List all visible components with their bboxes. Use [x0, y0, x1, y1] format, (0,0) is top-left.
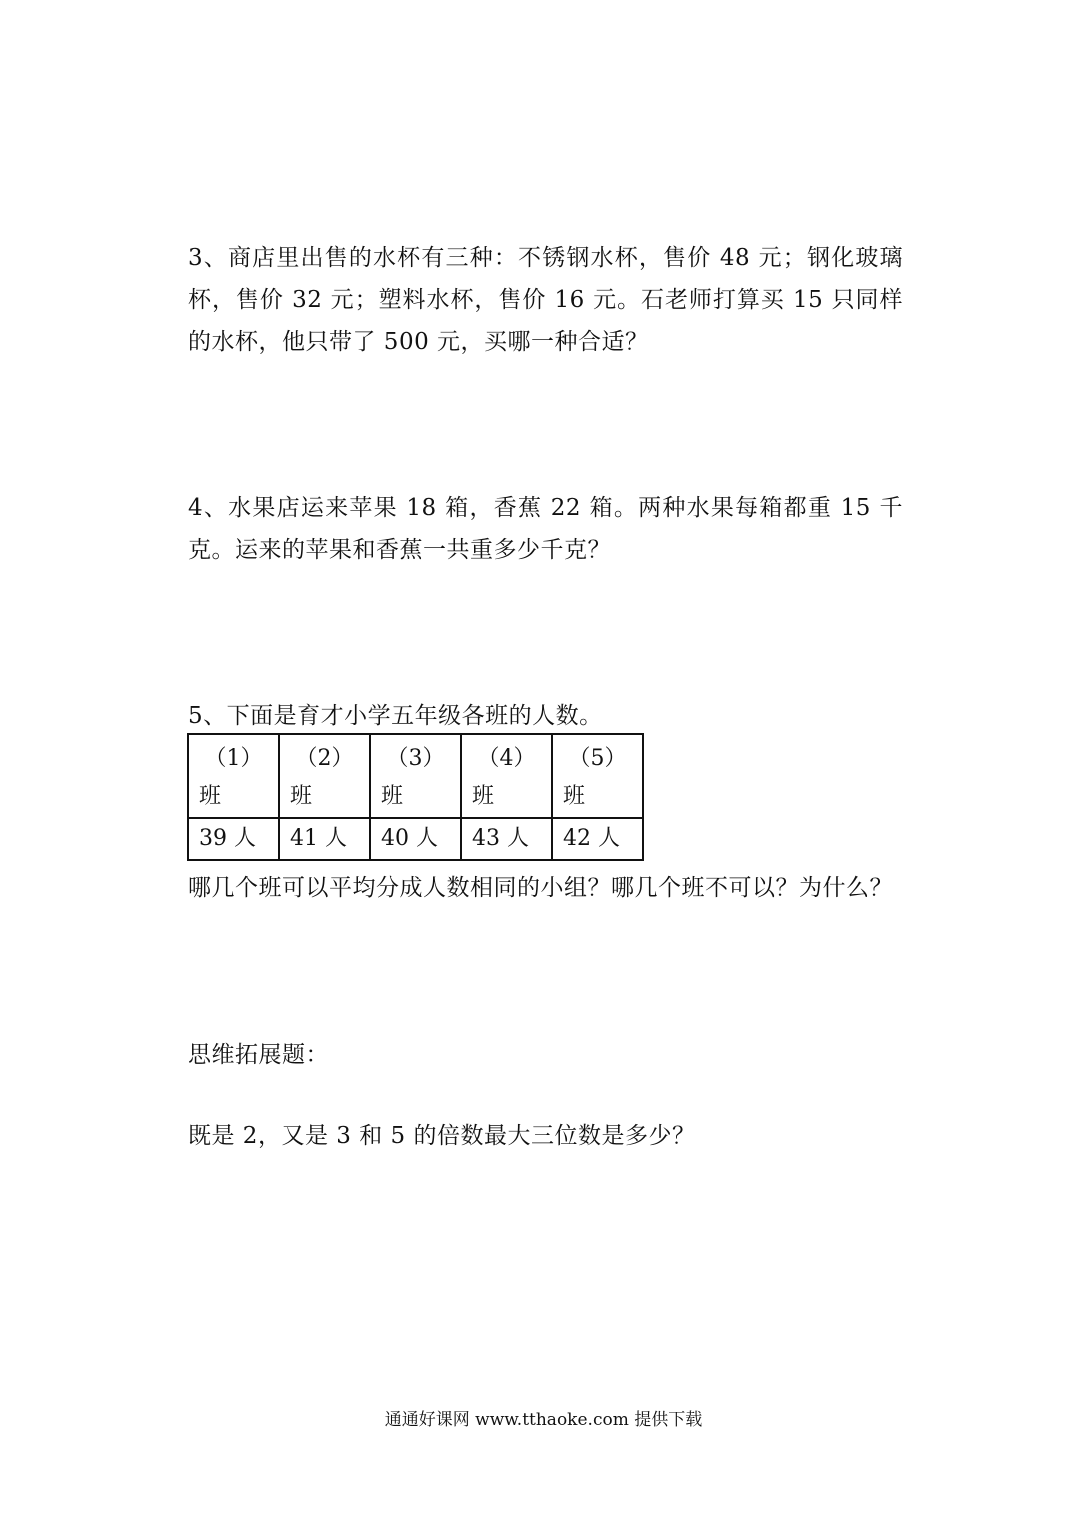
table-header-cell — [461, 734, 552, 818]
extension-title: 思维拓展题： — [188, 1042, 329, 1068]
question-5-intro: 5、下面是育才小学五年级各班的人数。 — [188, 703, 603, 729]
class-number: （1） — [204, 746, 263, 771]
class-number: （3） — [386, 746, 445, 771]
class-unit: 班 — [563, 784, 586, 809]
table-value-row — [188, 818, 643, 860]
student-count-cell: 43 人 — [461, 818, 552, 860]
table-header-cell — [279, 734, 370, 818]
class-unit: 班 — [381, 784, 404, 809]
student-count-cell: 39 人 — [188, 818, 279, 860]
table-header-cell — [370, 734, 461, 818]
table-header-row — [188, 734, 643, 818]
student-count-cell: 42 人 — [552, 818, 643, 860]
class-unit: 班 — [472, 784, 495, 809]
question-5-prompt: 哪几个班可以平均分成人数相同的小组？哪几个班不可以？为什么？ — [188, 875, 893, 901]
class-number: （4） — [477, 746, 536, 771]
table-header-cell — [188, 734, 279, 818]
class-number: （5） — [568, 746, 627, 771]
question-3: 3、商店里出售的水杯有三种：不锈钢水杯，售价 48 元；钢化玻璃杯，售价 32 元；塑料水杯，售价 16 元。石老师打算买 15 只同样的水杯，他只带了 500 元，买哪一种合适？ — [188, 245, 903, 355]
table-header-cell — [552, 734, 643, 818]
class-unit: 班 — [290, 784, 313, 809]
question-4: 4、水果店运来苹果 18 箱，香蕉 22 箱。两种水果每箱都重 15 千克。运来的苹果和香蕉一共重多少千克？ — [188, 495, 903, 563]
footer-credit: 通通好课网 www.tthaoke.com 提供下载 — [384, 1410, 703, 1430]
class-number: （2） — [295, 746, 354, 771]
extension-question: 既是 2，又是 3 和 5 的倍数最大三位数是多少？ — [188, 1123, 696, 1149]
student-count-cell: 41 人 — [279, 818, 370, 860]
class-unit: 班 — [199, 784, 222, 809]
student-count-cell: 40 人 — [370, 818, 461, 860]
class-size-table — [187, 733, 644, 861]
